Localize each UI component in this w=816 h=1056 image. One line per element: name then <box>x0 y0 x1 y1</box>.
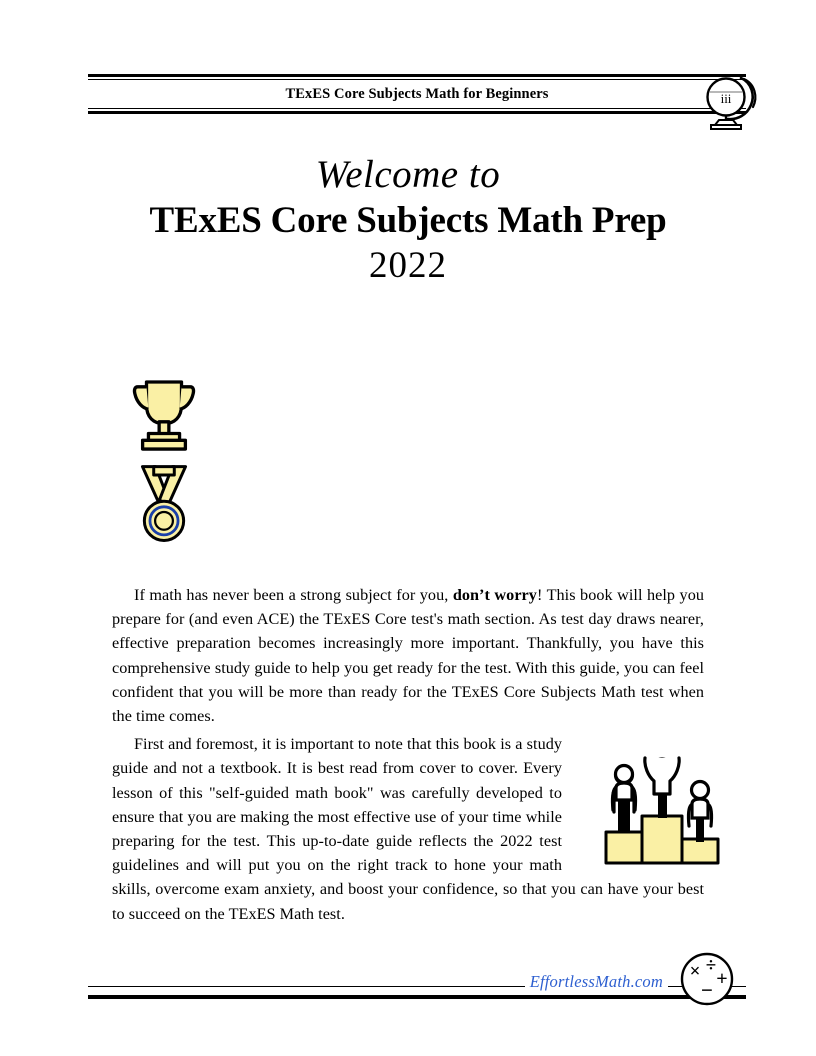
callout-body-text <box>217 376 677 524</box>
page-number-text: iii <box>720 91 732 106</box>
divide-symbol: ÷ <box>705 955 717 976</box>
page-footer <box>88 955 746 1010</box>
running-title: TExES Core Subjects Math for Beginners <box>285 85 549 102</box>
website-link[interactable]: EffortlessMath.com <box>525 972 668 992</box>
footer-rule-thick <box>88 995 746 999</box>
welcome-callout <box>111 364 701 561</box>
welcome-line: Welcome to <box>315 153 501 196</box>
header-rule-top-thick <box>88 74 746 77</box>
page-header <box>88 74 746 122</box>
header-title-row <box>88 80 746 108</box>
plus-symbol: + <box>716 968 728 990</box>
paragraph-two <box>112 732 704 926</box>
callout-drop-cap: T <box>217 376 243 422</box>
body-content <box>112 583 704 926</box>
header-rule-bottom-thin <box>88 108 746 109</box>
minus-symbol: − <box>701 978 713 1002</box>
paragraph-two-text: First and foremost, it is important to note that this book is a study guide and not a textbook. It is best read from cover to cover. Every lesson of this "self-guided math book" was carefully developed to ensure that you are making the most effective use of your time while preparing for the test. This up-to-date guide reflects the 2022 test guidelines and will put you on the right track to hone your math skills, overcome exam anxiety, and boost your confidence, so that you can have your best to succeed on the TExES Math test. <box>112 735 704 923</box>
callout-icon-group <box>123 372 213 552</box>
globe-icon <box>697 70 759 132</box>
page-title: TExES Core Subjects Math Prep <box>149 200 667 241</box>
title-block <box>88 152 728 289</box>
dont-worry-emphasis: don’t worry <box>452 586 537 604</box>
paragraph-one <box>112 583 704 728</box>
math-operators-logo <box>678 950 736 1008</box>
header-rule-bottom-thick <box>88 111 746 114</box>
paragraph-one-lead: If math has never been a strong subject for you, <box>134 586 453 604</box>
podium-winners-illustration <box>576 744 704 866</box>
callout-paragraph: hank you for choosing Effortless Math for your TExES Core Subjects Math test preparation and congratulations on making the decision to take the TExES Core test! It's a remarkable move you are taking, one that shouldn’t be diminished in any capacity. That's why you need to use every tool possible to ensure you succeed on the test with the highest possible score, and this extensive study guide is one such tool. <box>217 383 677 520</box>
edition-year: 2022 <box>369 245 447 286</box>
paragraph-one-rest: ! This book will help you prepare for (and even ACE) the TExES Core test's math section. As test day draws nearer, effective preparation becomes increasingly more important. Thankfully, you have this comprehensive study guide to help you get ready for the test. With this guide, you can feel confident that you will be more than ready for the TExES Core Subjects Math test when the time comes. <box>112 586 704 726</box>
trophy-icon <box>129 376 199 461</box>
medal-icon <box>135 462 193 551</box>
multiply-symbol: × <box>689 961 701 982</box>
